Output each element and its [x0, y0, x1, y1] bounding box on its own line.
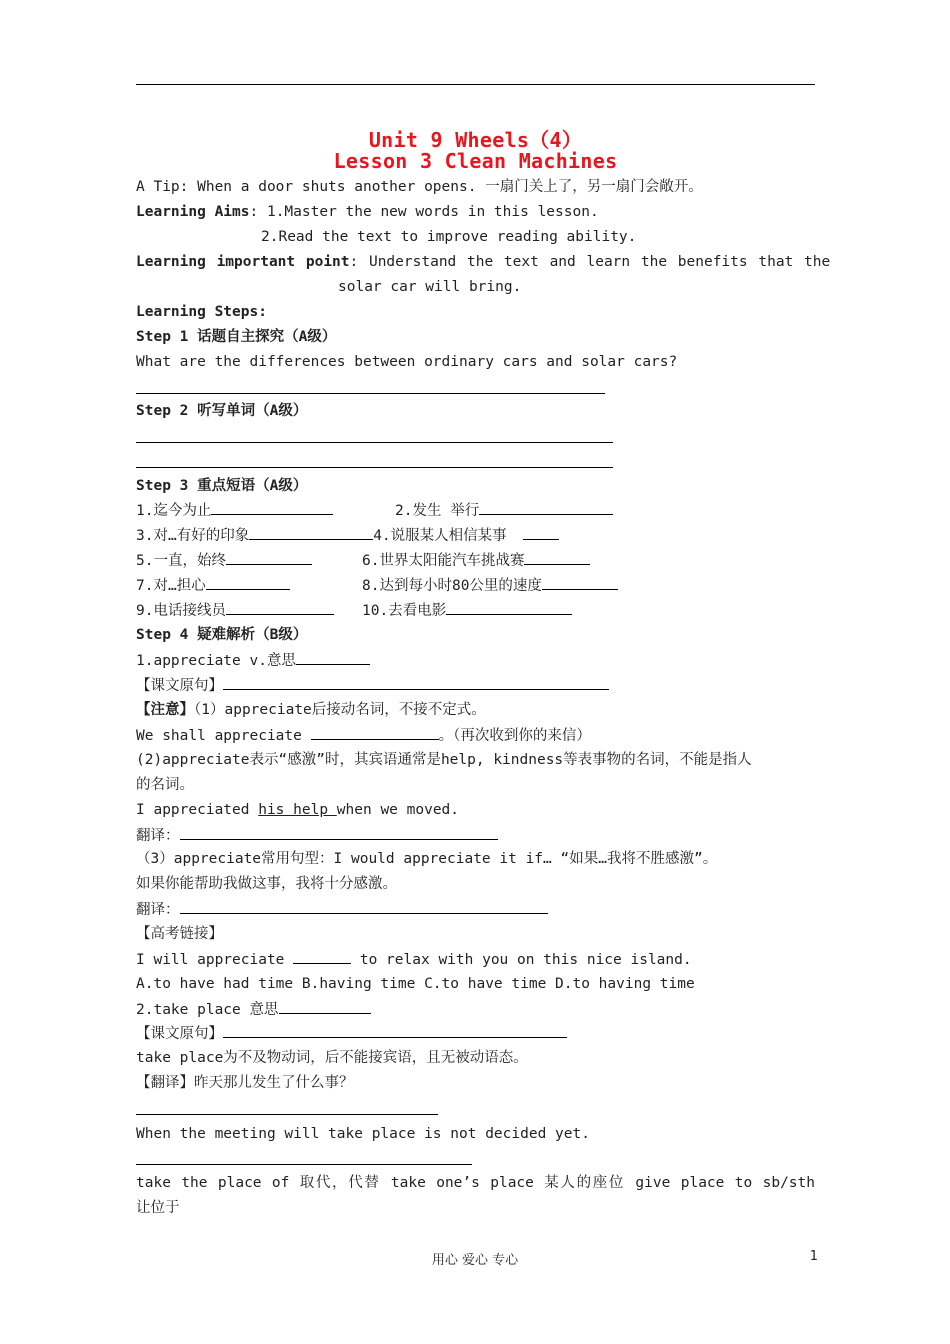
- phrase-item: 2.发生 举行: [395, 500, 613, 521]
- header-rule: [136, 84, 815, 85]
- answer-blank[interactable]: [523, 525, 559, 540]
- q1-line: 1.appreciate v.意思: [136, 650, 370, 671]
- note-2-cont: 的名词。: [136, 777, 194, 793]
- example-3: 如果你能帮助我做这事，我将十分感激。: [136, 876, 397, 892]
- phrase-item: 7.对…担心: [136, 575, 290, 596]
- answer-blank[interactable]: [226, 550, 312, 565]
- note-2: (2)appreciate表示“感激”时，其宾语通常是help, kindness等表事物的名词，不能是指人: [136, 752, 752, 768]
- take-place-note: take place为不及物动词，后不能接宾语，且无被动语态。: [136, 1050, 528, 1066]
- phrase-item: 5.一直，始终: [136, 550, 312, 571]
- important-text-2: solar car will bring.: [338, 279, 522, 295]
- lesson-title: Lesson 3 Clean Machines: [333, 149, 618, 173]
- important-text-1: : Understand the text and learn the benefits that the: [349, 254, 831, 270]
- answer-blank[interactable]: [223, 1023, 567, 1038]
- example-1: We shall appreciate 。（再次收到你的来信）: [136, 725, 591, 746]
- phrase-item: 6.世界太阳能汽车挑战赛: [362, 550, 590, 571]
- aims-line-1: [136, 202, 599, 222]
- phrase-item: 10.去看电影: [362, 600, 572, 621]
- answer-blank[interactable]: [249, 525, 373, 540]
- steps-label: Learning Steps:: [136, 304, 267, 320]
- answer-blank[interactable]: [180, 825, 498, 840]
- important-label: Learning important point: [136, 254, 350, 270]
- answer-blank[interactable]: [279, 999, 371, 1014]
- answer-line[interactable]: [136, 467, 613, 468]
- page-footer: 用心 爱心 专心: [431, 1253, 519, 1268]
- answer-blank[interactable]: [524, 550, 590, 565]
- answer-blank[interactable]: [311, 725, 439, 740]
- aims-label: Learning Aims: [136, 204, 250, 220]
- example-2: I appreciated his help when we moved.: [136, 802, 460, 818]
- original-sentence-1: 【课文原句】: [136, 675, 609, 696]
- step4-heading: Step 4 疑难解析（B级）: [136, 627, 308, 643]
- tip-line: A Tip: When a door shuts another opens. 一扇门关上了，另一扇门会敞开。: [136, 179, 703, 195]
- take-place-phrases: take the place of 取代，代替 take one’s place 某人的座位 give place to sb/sth: [136, 1175, 815, 1191]
- answer-blank[interactable]: [223, 675, 609, 690]
- answer-blank[interactable]: [211, 500, 333, 515]
- answer-blank[interactable]: [206, 575, 290, 590]
- step1-question: What are the differences between ordinary cars and solar cars?: [136, 354, 678, 370]
- phrase-item: 3.对…有好的印象 4.说服某人相信某事: [136, 525, 559, 546]
- step3-heading: Step 3 重点短语（A级）: [136, 478, 308, 494]
- aims-item-1: : 1.Master the new words in this lesson.: [249, 204, 599, 220]
- phrase-item: 1.迄今为止: [136, 500, 333, 521]
- step2-heading: Step 2 听写单词（A级）: [136, 403, 308, 419]
- gaokao-label: 【高考链接】: [136, 926, 223, 942]
- take-place-translate: 【翻译】昨天那儿发生了什么事？: [136, 1075, 354, 1091]
- note-1: 【注意】（1）appreciate后接动名词，不接不定式。: [136, 702, 486, 718]
- answer-line[interactable]: [136, 1164, 472, 1165]
- answer-line[interactable]: [136, 1114, 438, 1115]
- original-sentence-2: 【课文原句】: [136, 1023, 567, 1044]
- answer-blank[interactable]: [180, 899, 548, 914]
- answer-line[interactable]: [136, 442, 613, 443]
- q2-line: 2.take place 意思: [136, 999, 371, 1020]
- phrase-item: 8.达到每小时80公里的速度: [362, 575, 618, 596]
- take-place-phrases-cont: 让位于: [136, 1200, 180, 1216]
- step1-heading: Step 1 话题自主探究（A级）: [136, 329, 337, 345]
- answer-blank[interactable]: [296, 650, 370, 665]
- answer-blank[interactable]: [479, 500, 613, 515]
- phrase-item: 9.电话接线员: [136, 600, 334, 621]
- translate-1: 翻译：: [136, 825, 498, 846]
- unit-title: Unit 9 Wheels（4）: [368, 128, 583, 152]
- important-line-1: [136, 252, 831, 272]
- translate-2: 翻译：: [136, 899, 548, 920]
- gaokao-question: I will appreciate to relax with you on this nice island.: [136, 949, 692, 970]
- page-number: 1: [809, 1249, 818, 1264]
- aims-item-2: 2.Read the text to improve reading ability.: [261, 229, 637, 245]
- answer-blank[interactable]: [226, 600, 334, 615]
- answer-line[interactable]: [136, 393, 605, 394]
- answer-blank[interactable]: [293, 949, 351, 964]
- gaokao-options: A.to have had time B.having time C.to have time D.to having time: [136, 976, 695, 992]
- answer-blank[interactable]: [446, 600, 572, 615]
- answer-blank[interactable]: [542, 575, 618, 590]
- note-3: （3）appreciate常用句型：I would appreciate it if… “如果…我将不胜感激”。: [136, 851, 718, 867]
- take-place-example: When the meeting will take place is not decided yet.: [136, 1126, 590, 1142]
